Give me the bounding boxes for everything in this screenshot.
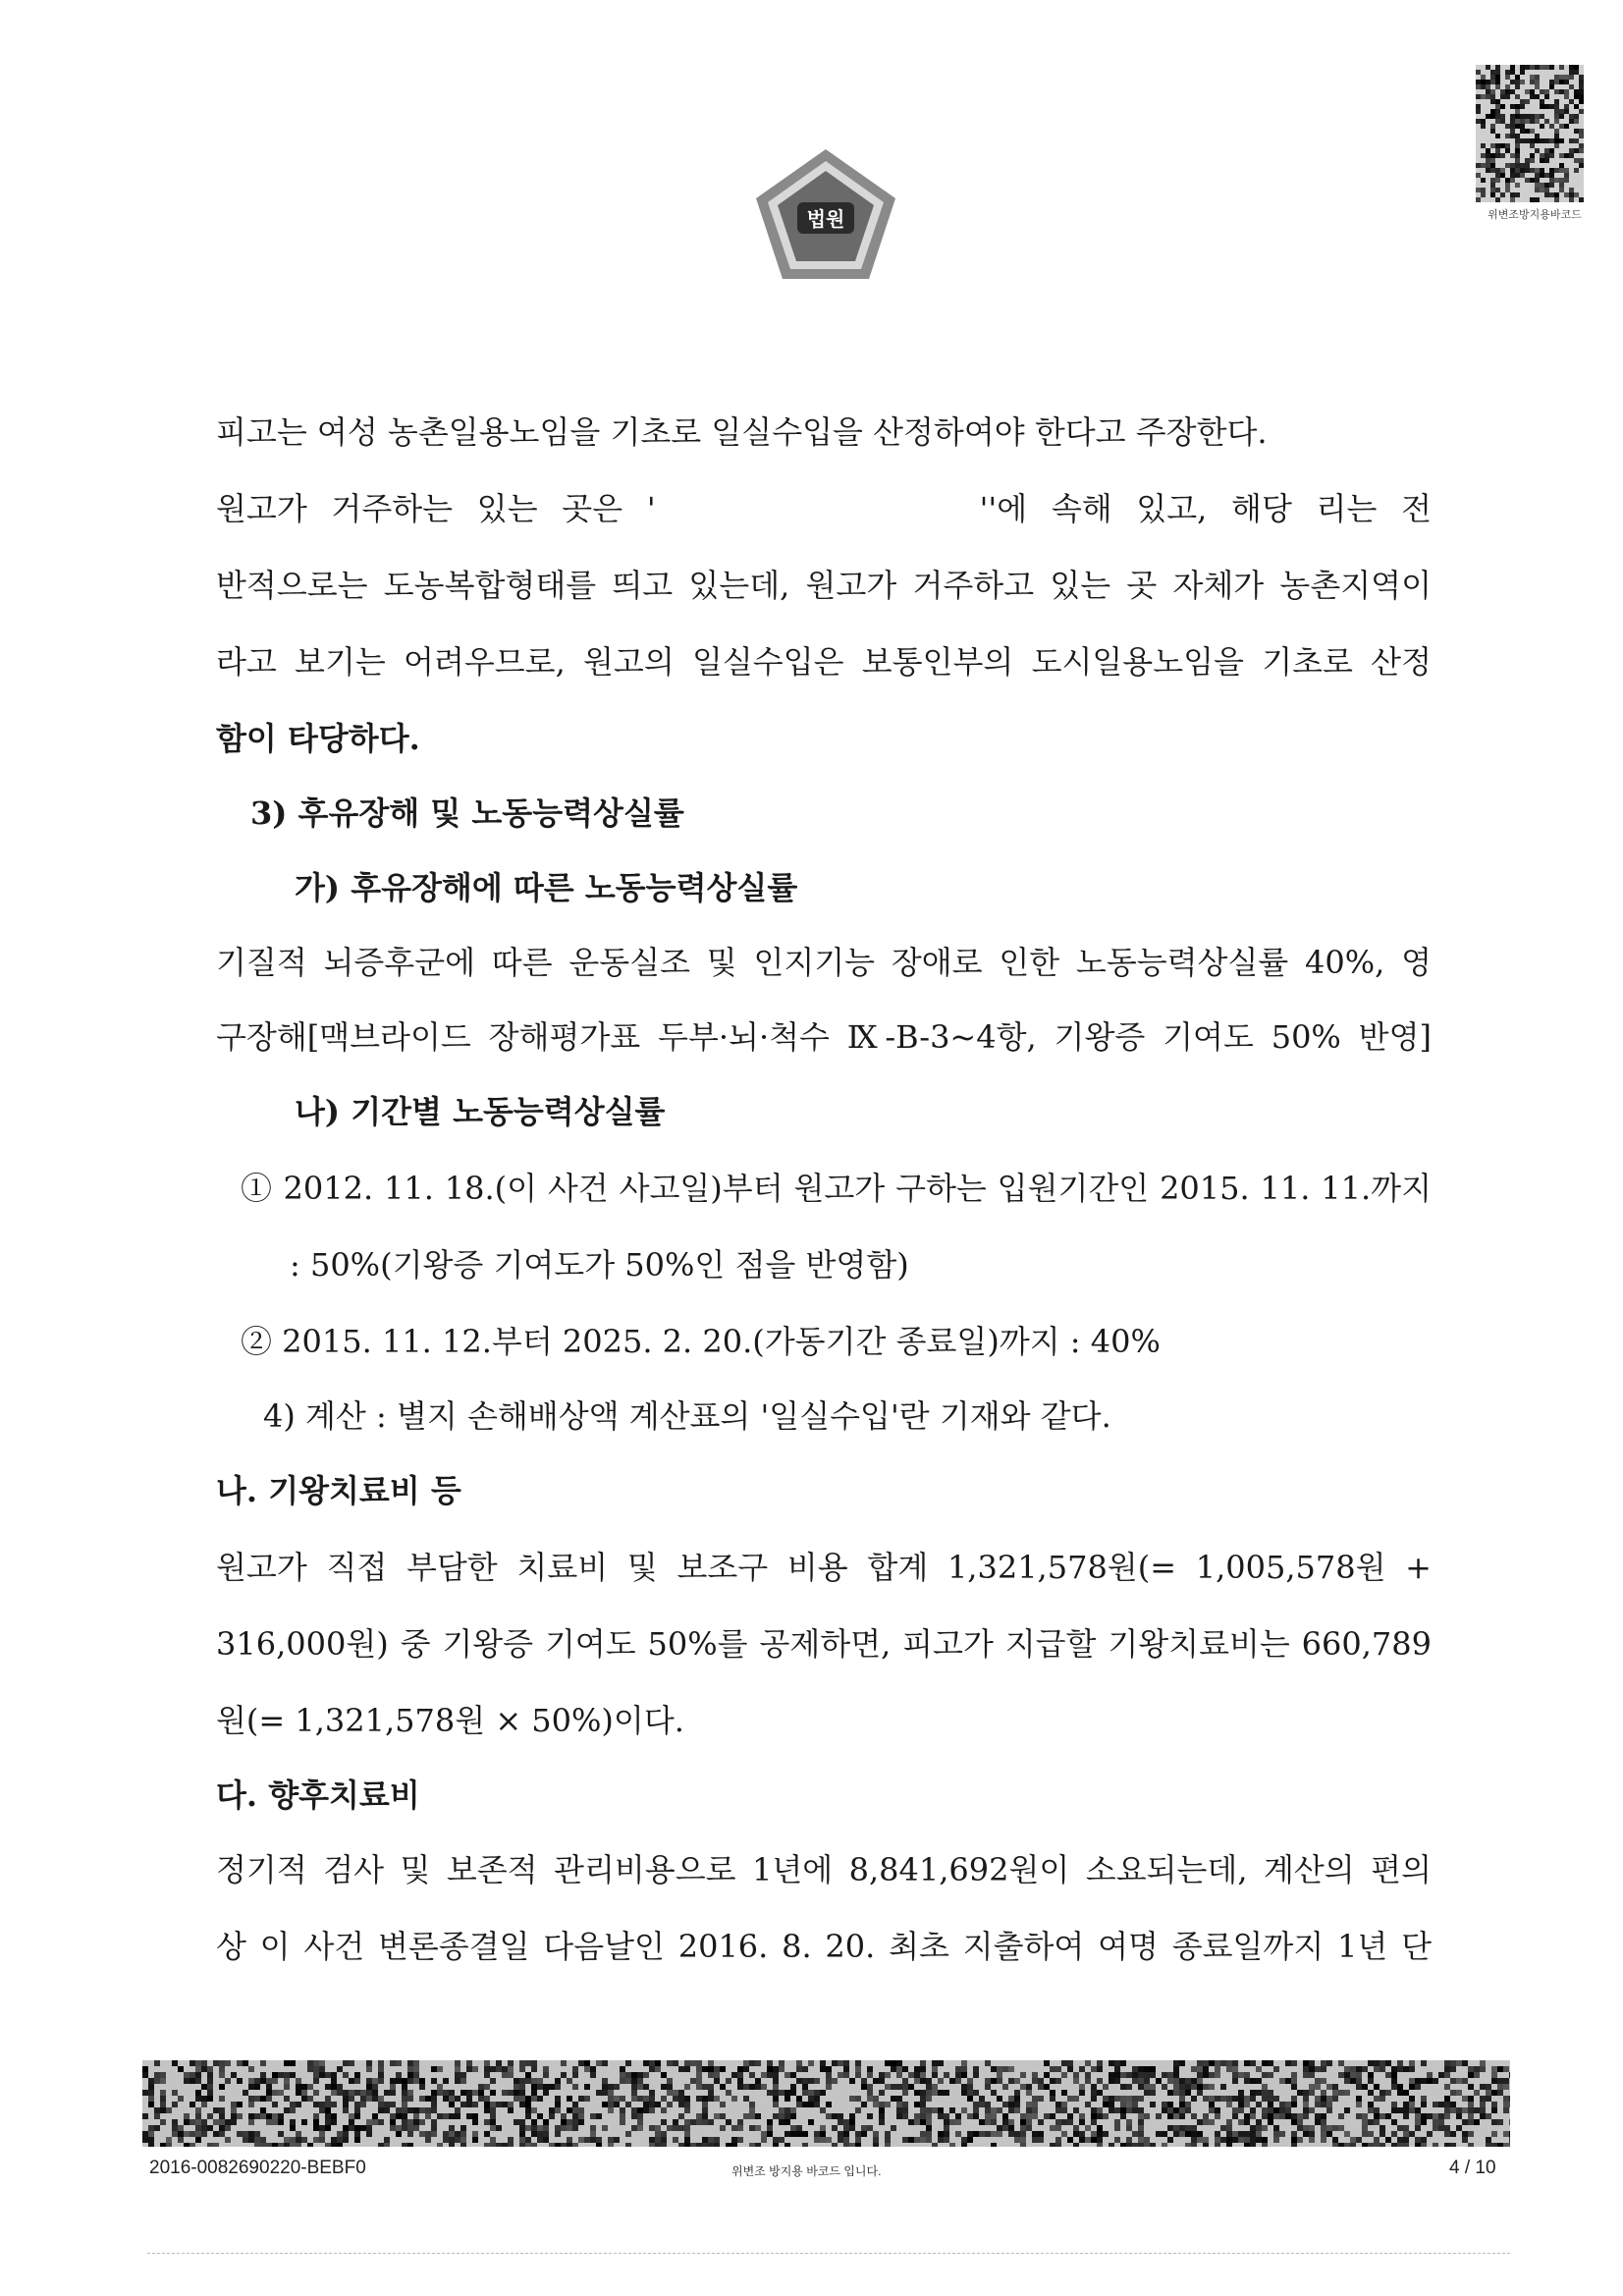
redacted-address-end: ''에 속해 있고, 해당 리는 전 (979, 490, 1432, 527)
security-qr-code (1476, 65, 1584, 202)
court-emblem (752, 145, 899, 283)
list-item: : 50%(기왕증 기여도가 50%인 점을 반영함) (290, 1246, 909, 1284)
subsection-heading: 가) 후유장해에 따른 노동능력상실률 (295, 869, 798, 906)
paragraph-line: 원(= 1,321,578원 × 50%)이다. (216, 1702, 684, 1739)
redacted-address-start: 원고가 거주하는 있는 곳은 ' (216, 490, 656, 527)
qr-caption: 위변조방지용바코드 (1488, 208, 1582, 221)
paragraph-line: 원고가 직접 부담한 치료비 및 보조구 비용 합계 1,321,578원(= 1,005,578원 + (216, 1549, 1432, 1586)
subsection-heading: 나) 기간별 노동능력상실률 (295, 1093, 666, 1130)
paragraph-line: 피고는 여성 농촌일용노임을 기초로 일실수입을 산정하여야 한다고 주장한다. (216, 413, 1268, 451)
document-id: 2016-0082690220-BEBF0 (149, 2158, 366, 2178)
subsection-heading: 4) 계산 : 별지 손해배상액 계산표의 '일실수입'란 기재와 같다. (263, 1397, 1111, 1435)
paragraph-line: 라고 보기는 어려우므로, 원고의 일실수입은 보통인부의 도시일용노임을 기초로 산정 (216, 643, 1432, 681)
paragraph-line: 상 이 사건 변론종결일 다음날인 2016. 8. 20. 최초 지출하여 여명 종료일까지 1년 단 (216, 1928, 1432, 1965)
section-heading: 나. 기왕치료비 등 (216, 1472, 461, 1509)
page-number: 4 / 10 (1449, 2158, 1496, 2178)
barcode-note: 위변조 방지용 바코드 입니다. (731, 2164, 882, 2178)
subsection-heading: 3) 후유장해 및 노동능력상실률 (250, 794, 684, 832)
list-item: ① 2012. 11. 18.(이 사건 사고일)부터 원고가 구하는 입원기간인 2015. 11. 11.까지 (241, 1170, 1432, 1207)
paragraph-line: 반적으로는 도농복합형태를 띄고 있는데, 원고가 거주하고 있는 곳 자체가 농촌지역이 (216, 567, 1432, 604)
paragraph-line: 정기적 검사 및 보존적 관리비용으로 1년에 8,841,692원이 소요되는데, 계산의 편의 (216, 1851, 1432, 1888)
paragraph-line (216, 489, 1432, 528)
paragraph-line: 기질적 뇌증후군에 따른 운동실조 및 인지기능 장애로 인한 노동능력상실률 40%, 영 (216, 944, 1432, 981)
emblem-text: 법원 (806, 207, 845, 231)
paragraph-line: 구장해[맥브라이드 장해평가표 두부·뇌·척수 Ⅸ-B-3~4항, 기왕증 기여도 50% 반영] (216, 1018, 1432, 1056)
list-item: ② 2015. 11. 12.부터 2025. 2. 20.(가동기간 종료일)까지 : 40% (241, 1323, 1161, 1360)
security-barcode (142, 2060, 1510, 2147)
section-heading: 다. 향후치료비 (216, 1777, 420, 1814)
paragraph-line: 316,000원) 중 기왕증 기여도 50%를 공제하면, 피고가 지급할 기왕치료비는 660,789 (216, 1625, 1432, 1663)
paragraph-line: 함이 타당하다. (216, 720, 420, 757)
page-divider (147, 2253, 1510, 2254)
